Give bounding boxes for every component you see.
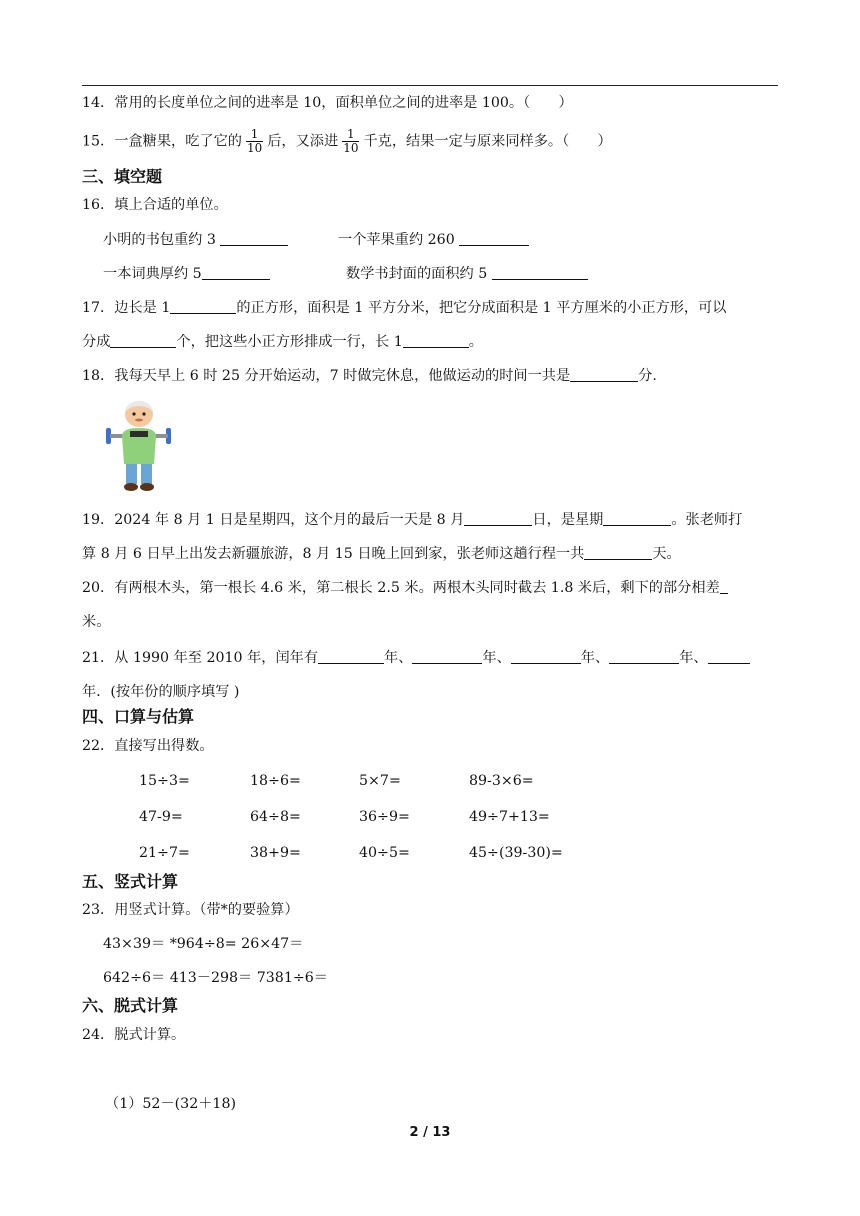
calc-cell: 5×7= [359,773,401,789]
question-20-line-2 [82,612,110,632]
answer-blank[interactable] [170,299,236,314]
q16-item-a [103,230,288,250]
answer-blank[interactable] [403,333,469,348]
answer-blank[interactable] [720,579,728,594]
question-number: 14． [82,95,115,111]
question-text: 脱式计算。 [114,1027,186,1043]
answer-blank[interactable] [570,367,638,382]
answer-blank[interactable] [609,649,679,664]
question-text: 的正方形，面积是 1 平方分米，把它分成面积是 1 平方厘米的小正方形，可以 [236,300,727,316]
year-separator: 年、 [580,650,610,666]
item-text: 小明的书包重约 3 [103,232,216,248]
question-21-line-1 [82,648,750,668]
page-number: 2 / 13 [409,1125,451,1140]
question-text: 千克，结果一定与原来同样多。（ ） [363,133,612,150]
question-number: 23． [82,902,115,918]
answer-blank[interactable] [584,545,652,560]
fraction-numerator: 1 [342,128,359,142]
question-18 [82,366,657,386]
question-text: 分. [638,368,657,384]
question-14 [82,93,573,113]
header-rule [82,85,778,86]
question-number: 21． [82,650,115,666]
question-text: 填上合适的单位。 [114,197,228,213]
question-text: 算 8 月 6 日早上出发去新疆旅游，8 月 15 日晚上回到家，张老师这趟行程一共 [82,546,585,562]
section-heading-step-calc: 六、脱式计算 [82,996,179,1015]
question-24 [82,1025,185,1045]
question-text: 从 1990 年至 2010 年，闰年有 [114,650,319,666]
grandpa-exercise-image [100,398,178,494]
question-number: 19． [82,512,115,528]
q16-item-d [346,264,588,284]
question-17-line-1 [82,298,726,318]
question-number: 16． [82,197,115,213]
question-text: 个，把这些小正方形排成一行，长 1 [176,334,403,350]
q23-row-1: 43×39＝ *964÷8= 26×47＝ [103,936,304,952]
calc-cell: 47-9= [139,809,183,825]
answer-blank[interactable] [110,333,176,348]
calc-cell: 45÷(39-30)= [469,845,563,861]
answer-blank[interactable] [492,265,588,280]
answer-blank[interactable] [464,511,532,526]
calc-cell: 18÷6= [250,773,301,789]
answer-blank[interactable] [220,231,288,246]
section-heading-fill-in: 三、填空题 [82,167,163,186]
calc-cell: 89-3×6= [469,773,534,789]
question-text: 天。 [652,546,681,562]
calc-cell: 38+9= [250,845,301,861]
answer-blank[interactable] [318,649,384,664]
fraction-one-tenth [342,128,359,155]
question-text: 分成 [82,334,111,350]
calc-cell: 49÷7+13= [469,809,550,825]
question-text: 常用的长度单位之间的进率是 10，面积单位之间的进率是 100。（ ） [114,95,573,111]
item-text: 一本词典厚约 5 [103,266,202,282]
question-text: 有两根木头，第一根长 4.6 米，第二根长 2.5 米。两根木头同时截去 1.8 米后，剩下的部分相差 [114,580,720,596]
fraction-denominator: 10 [343,141,359,155]
calc-cell: 40÷5= [359,845,410,861]
question-23 [82,900,299,920]
question-15 [82,128,612,155]
question-22 [82,736,214,756]
answer-blank[interactable] [708,649,750,664]
fraction-numerator: 1 [246,128,263,142]
answer-blank[interactable] [202,265,270,280]
q16-item-b [338,230,529,250]
question-number: 17． [82,300,115,316]
question-text: 年．(按年份的顺序填写 ) [82,684,240,700]
q16-item-c [103,264,270,284]
question-text: 米。 [82,614,111,630]
year-separator: 年、 [482,650,511,666]
answer-blank[interactable] [511,649,581,664]
question-text: 用竖式计算。（带*的要验算） [114,902,299,918]
question-text: 后，又添进 [267,133,339,150]
calc-cell: 15÷3= [139,773,190,789]
question-19-line-1 [82,510,742,530]
question-text: 2024 年 8 月 1 日是星期四，这个月的最后一天是 8 月 [114,512,465,528]
question-number: 20． [82,580,115,596]
calc-cell: 21÷7= [139,845,190,861]
answer-blank[interactable] [459,231,529,246]
answer-blank[interactable] [603,511,671,526]
fraction-denominator: 10 [246,141,263,155]
question-text: 我每天早上 6 时 25 分开始运动，7 时做完休息，他做运动的时间一共是 [114,368,571,384]
question-21-line-2 [82,682,239,702]
question-text: 。 [468,334,483,350]
fraction-one-tenth [246,128,263,155]
question-16 [82,195,228,215]
item-text: 数学书封面的面积约 5 [346,266,488,282]
q24-item-1: （1）52－(32＋18) [105,1096,237,1112]
question-text: 一盒糖果，吃了它的 [114,133,242,150]
section-heading-mental-math: 四、口算与估算 [82,707,195,726]
q23-row-2: 642÷6＝ 413－298＝ 7381÷6＝ [103,970,328,986]
answer-blank[interactable] [412,649,482,664]
calc-cell: 64÷8= [250,809,301,825]
question-text: 。张老师打 [671,512,743,528]
question-20-line-1 [82,578,728,598]
year-separator: 年、 [384,650,413,666]
question-17-line-2 [82,332,483,352]
year-separator: 年、 [679,650,708,666]
item-text: 一个苹果重约 260 [338,232,455,248]
question-number: 22． [82,738,115,754]
question-text: 边长是 1 [114,300,171,316]
question-number: 15． [82,133,115,150]
question-number: 24． [82,1027,115,1043]
question-number: 18． [82,368,115,384]
calc-cell: 36÷9= [359,809,410,825]
question-19-line-2 [82,544,681,564]
question-text: 日，是星期 [532,512,604,528]
question-text: 直接写出得数。 [114,738,214,754]
section-heading-vertical-calc: 五、竖式计算 [82,872,179,891]
